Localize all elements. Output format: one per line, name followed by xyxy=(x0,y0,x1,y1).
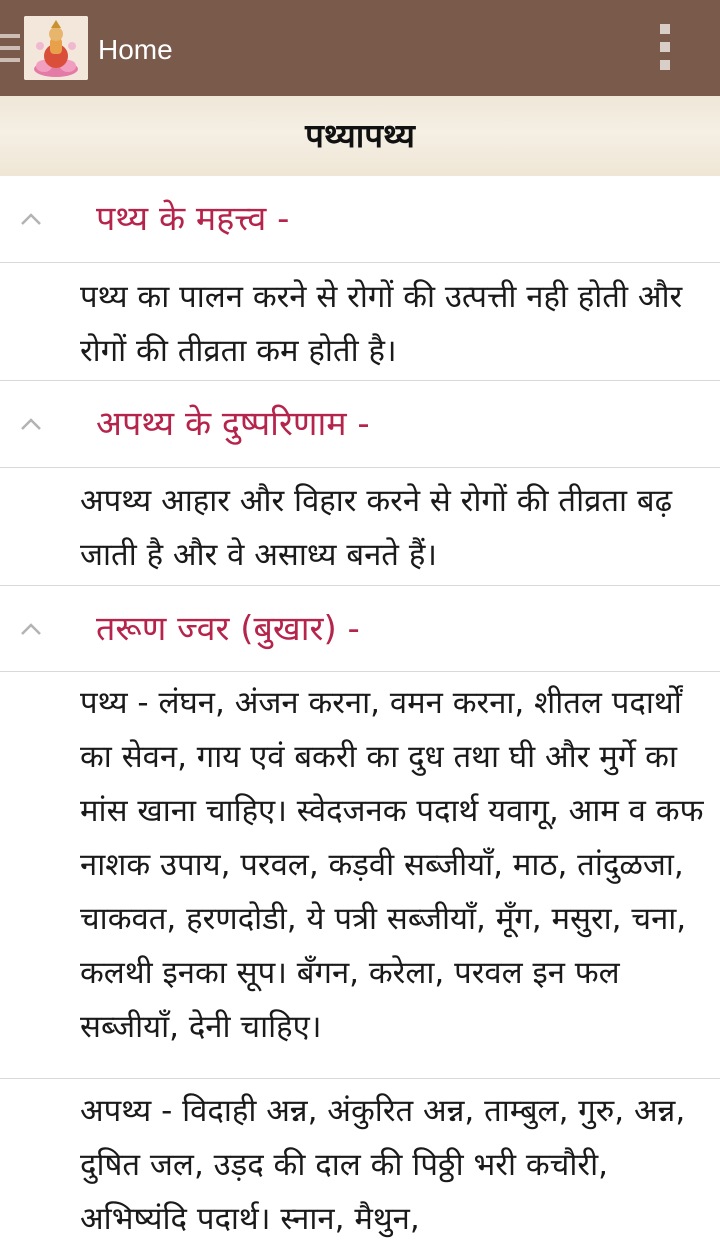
menu-icon[interactable] xyxy=(0,34,20,66)
section-body: पथ्य का पालन करने से रोगों की उत्पत्ती नही होती और रोगों की तीव्रता कम होती है। xyxy=(80,279,693,369)
section-heading: अपथ्य के दुष्परिणाम - xyxy=(96,404,370,444)
app-bar xyxy=(0,0,720,96)
section-heading: पथ्य के महत्त्व - xyxy=(96,199,290,239)
section-body: पथ्य - लंघन, अंजन करना, वमन करना, शीतल पदार्थों का सेवन, गाय एवं बकरी का दुध तथा घी और मुर्गे का मांस खाना चाहिए। स्वेदजनक पदार्थ यवागू, आम व कफ नाशक उपाय, परवल, कड़वी सब्जीयाँ, माठ, तांदुळजा, चाकवत, हरणदोडी, ये पत्री सब्जीयाँ, मूँग, मसुरा, चना, कलथी इनका सूप। बँगन, करेला, परवल इन फल सब्जीयाँ, देनी चाहिए। xyxy=(80,685,714,1045)
page-title: पथ्यापथ्य xyxy=(305,116,415,155)
section-body: अपथ्य - विदाही अन्न, अंकुरित अन्न, ताम्बुल, गुरु, अन्न, दुषित जल, उड़द की दाल की पिठ्ठी भरी कचौरी, अभिष्यंदि पदार्थ। स्नान, मैथुन, xyxy=(80,1093,696,1237)
section-header[interactable] xyxy=(0,586,720,672)
section-header[interactable] xyxy=(0,381,720,467)
page-banner xyxy=(0,96,720,176)
section-body: अपथ्य आहार और विहार करने से रोगों की तीव्रता बढ़ जाती है और वे असाध्य बनते हैं। xyxy=(80,483,682,573)
divider xyxy=(0,1078,720,1079)
goddess-app-icon[interactable] xyxy=(24,16,88,80)
divider xyxy=(0,262,720,263)
app-title: Home xyxy=(98,34,173,65)
chevron-up-icon xyxy=(18,616,44,642)
section-header[interactable] xyxy=(0,176,720,262)
divider xyxy=(0,671,720,672)
chevron-up-icon xyxy=(18,411,44,437)
chevron-up-icon xyxy=(18,206,44,232)
more-vert-icon[interactable] xyxy=(652,24,676,72)
section-heading: तरूण ज्वर (बुखार) - xyxy=(96,609,360,649)
divider xyxy=(0,467,720,468)
